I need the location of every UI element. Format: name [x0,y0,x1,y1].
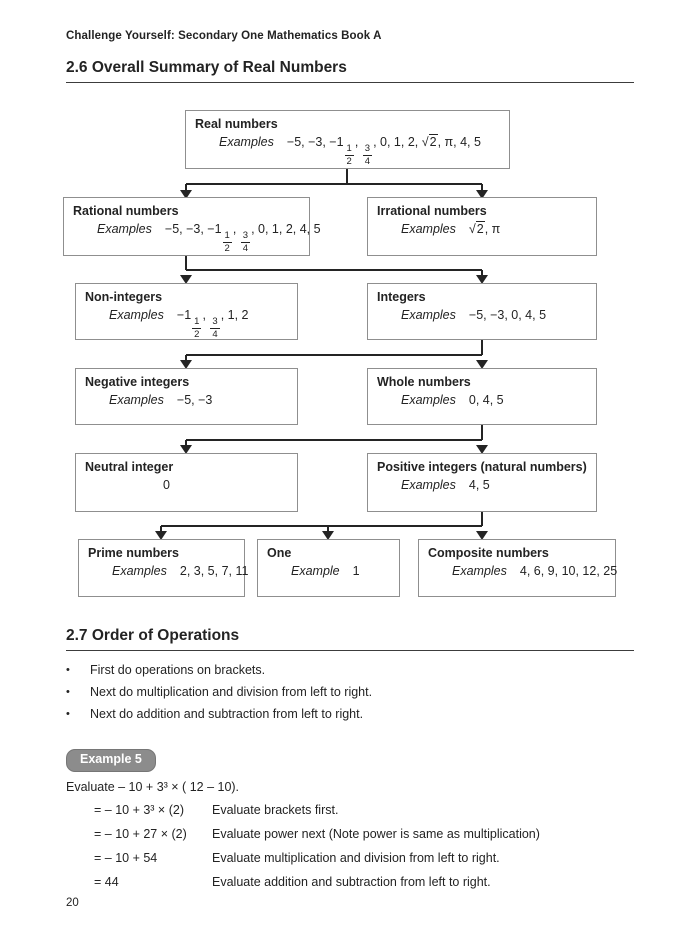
examples-values: √2, π [468,222,501,236]
examples-values: 0, 4, 5 [468,393,504,407]
page-number: 20 [66,897,79,909]
connector-whole-to-row5 [186,425,482,446]
step-note: Evaluate multiplication and division from left to right. [212,851,500,865]
examples-label: Examples [452,564,507,578]
flowchart-node-rational-numbers [63,197,321,256]
order-of-operations-list [66,659,634,725]
examples-values: 1 [352,564,360,578]
node-title: Negative integers [85,375,190,389]
examples-label: Examples [401,393,456,407]
list-item [66,659,634,681]
node-title: Irrational numbers [377,204,487,218]
bullet-icon: • [66,664,70,676]
flowchart-node-composite-numbers [418,539,616,597]
bullet-icon: • [66,686,70,698]
node-title: One [267,546,292,560]
flowchart-node-negative-integers [75,368,298,425]
examples-label: Examples [97,222,152,236]
node-title: Real numbers [195,117,278,131]
list-item-text: First do operations on brackets. [90,663,266,677]
node-title: Non-integers [85,290,163,304]
connector-real-to-row2 [186,169,482,191]
square-root-symbol: √2 [468,222,484,236]
examples-label: Examples [401,478,456,492]
node-title: Rational numbers [73,204,179,218]
connector-integers-to-row4 [186,340,482,361]
flowchart-node-neutral-integer [75,453,298,512]
examples-values: 4, 5 [468,478,490,492]
node-title: Composite numbers [428,546,549,560]
flowchart-node-one [257,539,400,597]
flowchart-connectors [0,103,700,608]
step-expression: = 44 [94,875,119,889]
list-item-text: Next do addition and subtraction from left to right. [90,707,364,721]
examples-values: 2, 3, 5, 7, 11 [179,564,249,578]
flowchart-node-real-numbers [185,110,510,169]
example-problem: Evaluate – 10 + 3³ × ( 12 – 10). [66,780,240,794]
examples-values: −5, −3, −1 $\frac{1}{2}$ , $\frac{3}{4}$ , 0, 1, 2, √2, π, 4, 5 [286,135,481,168]
list-item [66,703,634,725]
list-item [66,681,634,703]
examples-values: 4, 6, 9, 10, 12, 25 [519,564,618,578]
worked-solution-steps [94,803,634,899]
step-expression: = – 10 + 27 × (2) [94,827,187,841]
example-5-badge: Example 5 [66,749,156,772]
square-root-symbol: √2 [421,135,437,149]
examples-label: Examples [401,308,456,322]
node-title: Prime numbers [88,546,180,560]
examples-label: Examples [219,135,274,149]
connector-rational-to-row3 [186,256,482,276]
flowchart-node-irrational-numbers [367,197,597,256]
flowchart-node-whole-numbers [367,368,597,425]
fraction: $\frac{3}{4}$ [212,316,218,341]
flowchart-node-integers [367,283,597,340]
node-title: Neutral integer [85,460,174,474]
fraction: $\frac{1}{2}$ [224,230,230,255]
book-header: Challenge Yourself: Secondary One Mathematics Book A [66,30,382,42]
examples-label: Examples [109,393,164,407]
examples-values: −5, −3, −1 $\frac{1}{2}$ , $\frac{3}{4}$ , 0, 1, 2, 4, 5 [164,222,321,255]
examples-values: −5, −3, 0, 4, 5 [468,308,547,322]
step-expression: = – 10 + 54 [94,851,158,865]
fraction: $\frac{3}{4}$ [364,143,371,168]
examples-label: Examples [401,222,456,236]
step-note: Evaluate addition and subtraction from left to right. [212,875,491,889]
list-item-text: Next do multiplication and division from left to right. [90,685,373,699]
examples-values: −1 $\frac{1}{2}$ , $\frac{3}{4}$ , 1, 2 [176,308,249,341]
section-2-7-heading: 2.7 Order of Operations [66,627,634,651]
solution-step [94,827,634,851]
fraction: $\frac{1}{2}$ [194,316,200,341]
examples-values: −5, −3 [176,393,213,407]
fraction: $\frac{1}{2}$ [346,143,352,168]
connector-positive-to-row6 [161,512,482,532]
examples-label: Examples [109,308,164,322]
step-expression: = – 10 + 3³ × (2) [94,803,184,817]
step-note: Evaluate power next (Note power is same as multiplication) [212,827,540,841]
flowchart-node-positive-integers [367,453,597,512]
real-numbers-flowchart [0,103,700,608]
examples-label: Example [291,564,340,578]
flowchart-node-prime-numbers [78,539,249,597]
examples-label: Examples [112,564,167,578]
examples-values: 0 [163,478,170,492]
node-title: Positive integers (natural numbers) [377,460,587,474]
node-title: Integers [377,290,426,304]
solution-step [94,803,634,827]
step-note: Evaluate brackets first. [212,803,339,817]
node-title: Whole numbers [377,375,471,389]
solution-step [94,851,634,875]
bullet-icon: • [66,708,70,720]
solution-step [94,875,634,899]
fraction: $\frac{3}{4}$ [242,230,249,255]
flowchart-node-non-integers [75,283,298,340]
section-2-6-heading: 2.6 Overall Summary of Real Numbers [66,59,634,83]
